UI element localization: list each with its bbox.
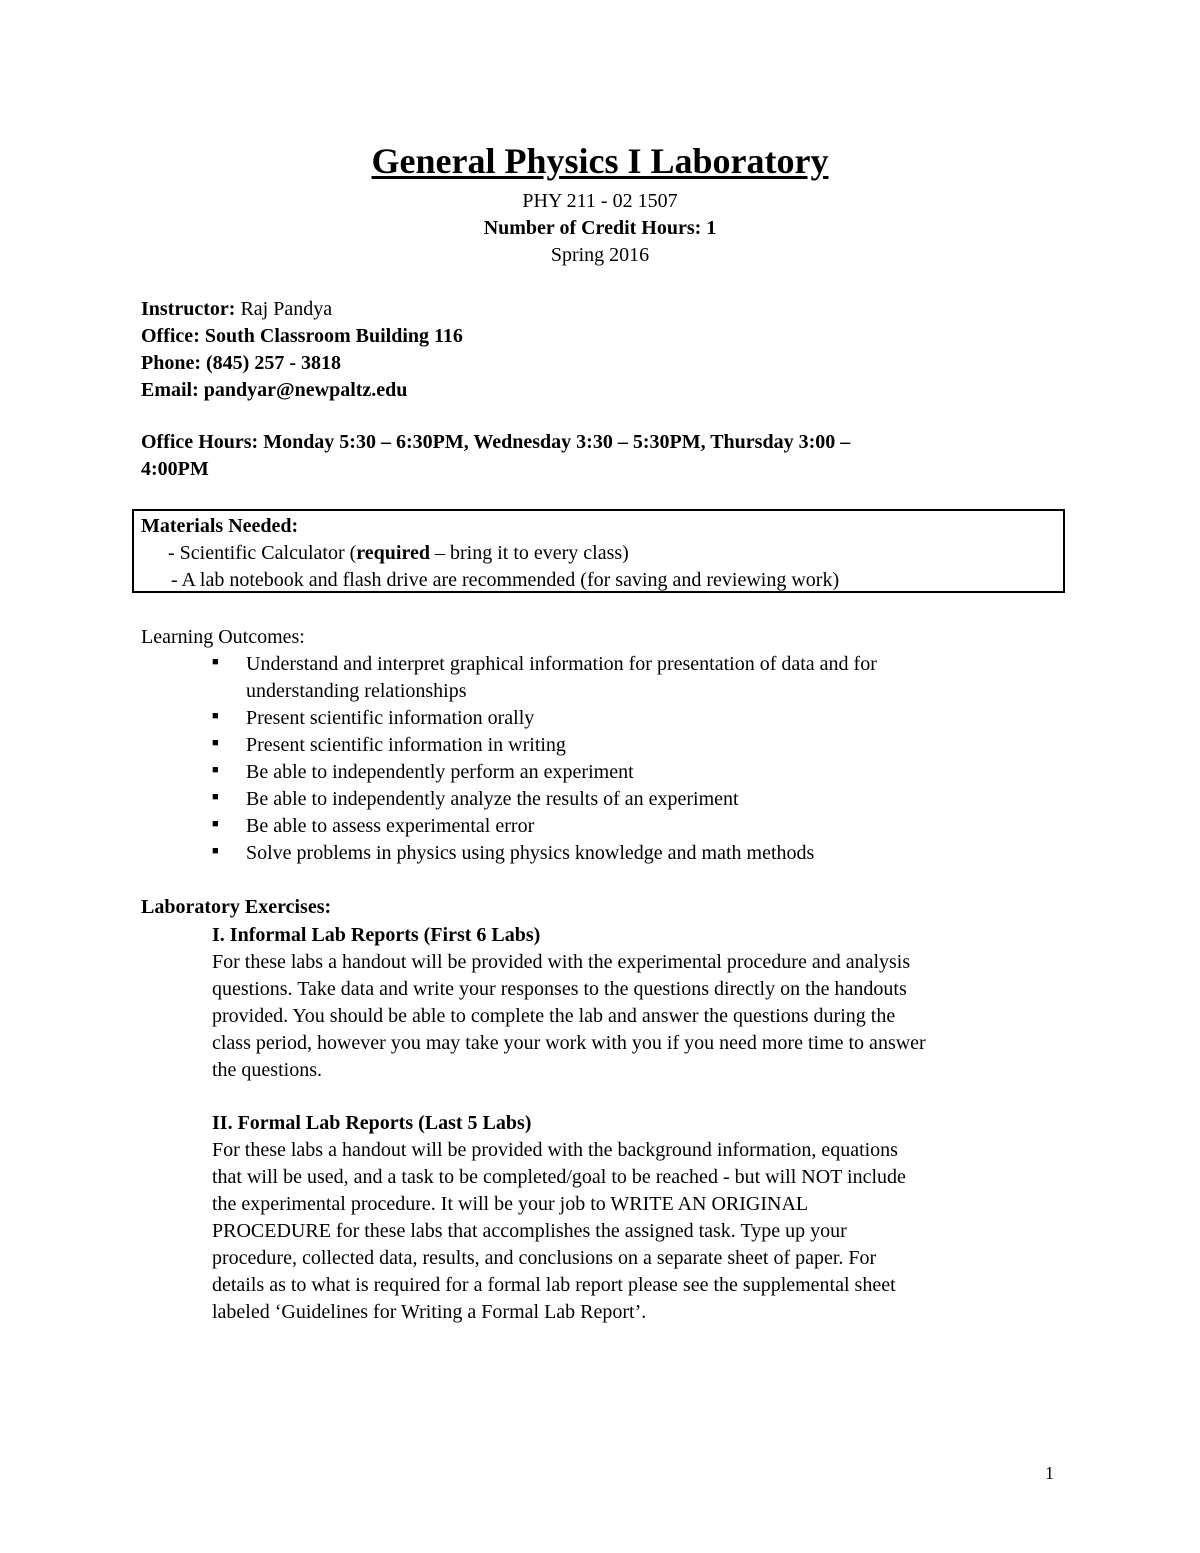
formal-reports-text: For these labs a handout will be provided with the background information, equations <box>212 1139 898 1161</box>
outcome-item-continued: understanding relationships <box>246 680 467 702</box>
page-number: 1 <box>1045 1463 1054 1483</box>
office-hours-line-1: Office Hours: Monday 5:30 – 6:30PM, Wednesday 3:30 – 5:30PM, Thursday 3:00 – <box>141 431 851 453</box>
term: Spring 2016 <box>550 244 650 266</box>
informal-reports-title: I. Informal Lab Reports (First 6 Labs) <box>212 924 541 946</box>
office-hours-line-2: 4:00PM <box>141 458 209 480</box>
materials-item-calculator-text: - Scientific Calculator ( <box>168 542 357 564</box>
outcome-item: Solve problems in physics using physics knowledge and math methods <box>246 842 815 864</box>
bullet-icon: ■ <box>212 845 219 857</box>
email-line: Email: pandyar@newpaltz.edu <box>141 379 408 401</box>
outcome-item: Present scientific information orally <box>246 707 535 729</box>
materials-item-calculator <box>168 540 629 567</box>
outcome-item: Present scientific information in writing <box>246 734 566 756</box>
phone-line: Phone: (845) 257 - 3818 <box>141 352 341 374</box>
outcome-item: Be able to independently analyze the results of an experiment <box>246 788 739 810</box>
informal-reports-text: provided. You should be able to complete the lab and answer the questions during the <box>212 1005 896 1027</box>
outcome-item: Be able to assess experimental error <box>246 815 535 837</box>
credit-hours: Number of Credit Hours: 1 <box>483 217 717 239</box>
informal-reports-text: class period, however you may take your work with you if you need more time to answer <box>212 1032 926 1054</box>
page-title: General Physics I Laboratory <box>371 141 829 181</box>
formal-reports-text: that will be used, and a task to be completed/goal to be reached - but will NOT include <box>212 1166 906 1188</box>
formal-reports-text: labeled ‘Guidelines for Writing a Formal Lab Report’. <box>212 1301 647 1323</box>
instructor-name: Raj Pandya <box>235 298 333 320</box>
bullet-icon: ■ <box>212 818 219 830</box>
formal-reports-text: procedure, collected data, results, and conclusions on a separate sheet of paper. For <box>212 1247 877 1269</box>
materials-item-notebook: - A lab notebook and flash drive are recommended (for saving and reviewing work) <box>171 569 840 591</box>
bullet-icon: ■ <box>212 764 219 776</box>
bullet-icon: ■ <box>212 737 219 749</box>
outcomes-heading: Learning Outcomes: <box>141 626 305 648</box>
informal-reports-text: questions. Take data and write your responses to the questions directly on the handouts <box>212 978 907 1000</box>
bullet-icon: ■ <box>212 791 219 803</box>
informal-reports-text: For these labs a handout will be provided with the experimental procedure and analysis <box>212 951 911 973</box>
outcome-item: Understand and interpret graphical information for presentation of data and for <box>246 653 877 675</box>
bullet-icon: ■ <box>212 656 219 668</box>
informal-reports-text: the questions. <box>212 1059 322 1081</box>
course-code: PHY 211 - 02 1507 <box>522 190 678 212</box>
materials-heading: Materials Needed: <box>141 515 299 537</box>
formal-reports-text: PROCEDURE for these labs that accomplishes the assigned task. Type up your <box>212 1220 847 1242</box>
instructor-label: Instructor: <box>141 298 236 320</box>
office-line: Office: South Classroom Building 116 <box>141 325 463 347</box>
formal-reports-text: details as to what is required for a formal lab report please see the supplemental sheet <box>212 1274 896 1296</box>
outcome-item: Be able to independently perform an experiment <box>246 761 634 783</box>
materials-item-calculator-note: – bring it to every class) <box>429 542 629 564</box>
bullet-icon: ■ <box>212 710 219 722</box>
required-emphasis: required <box>356 542 430 564</box>
formal-reports-text: the experimental procedure. It will be your job to WRITE AN ORIGINAL <box>212 1193 809 1215</box>
formal-reports-title: II. Formal Lab Reports (Last 5 Labs) <box>212 1112 532 1134</box>
instructor-line <box>141 296 332 323</box>
exercises-heading: Laboratory Exercises: <box>141 896 332 918</box>
